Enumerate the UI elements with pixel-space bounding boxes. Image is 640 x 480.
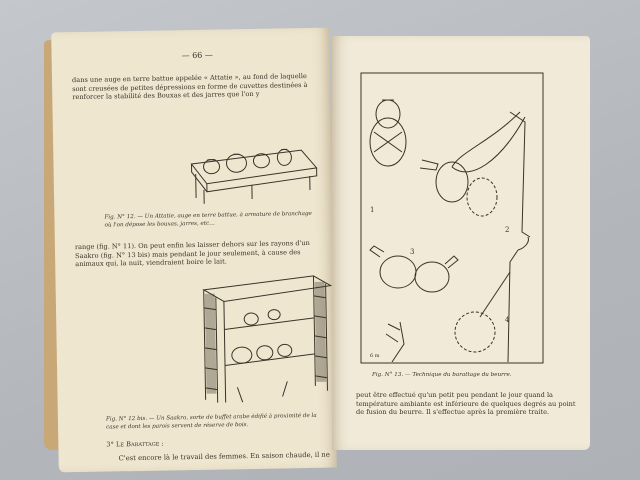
figure-12-caption: Fig. N° 12. — Un Attatie, auge en terre battue, à armature de branchage où l'on dépose les bouxas, jarres, etc… — [104, 210, 312, 229]
figure-12bis-saakro-drawing — [195, 266, 337, 408]
fig-label-3: 3 — [410, 248, 415, 256]
paragraph-barattage-continued: peut être effectué qu'un petit peu pendant le jour quand la température ambiante est inférieure de quelques degrés au point de fusion du beurre. Il s'effectue après la première traite. — [356, 391, 576, 417]
figure-12-attatie-drawing — [181, 132, 322, 206]
fig-label-4: 4 — [505, 316, 510, 324]
fig-label-1: 1 — [370, 206, 375, 214]
fig-label-2: 2 — [505, 226, 510, 234]
paragraph-barattage-start: C'est encore là le travail des femmes. En saison chaude, il ne — [118, 450, 330, 463]
section-heading-barattage: 3° Le Barattage : — [106, 439, 164, 449]
left-page — [51, 28, 337, 473]
paragraph-saakro: range (fig. N° 11). On peut enfin les laisser dehors sur les rayons d'un Saakro (fig. N° 13 bis) mais pendant le jour seulement, à cause des animaux qui, la nuit, viendraient boire le lait. — [74, 238, 310, 269]
figure-13-caption: Fig. N° 13. — Technique du barattage du beurre. — [372, 372, 512, 378]
paragraph-intro: dans une auge en terre battue appelée « Attatie », au fond de laquelle sont creusées de petites dépressions en forme de cuvettes destinées à renforcer la stabilité des Bouxas et des jarres que l'on y — [71, 72, 308, 102]
figure-13-barattage-drawing — [360, 72, 544, 364]
right-page — [332, 36, 590, 450]
figure-12bis-caption: Fig. N° 12 bis. — Un Saakro, sorte de buffet arabe édifié à proximité de la case et dont les parois servent de réserve de bois. — [105, 412, 317, 431]
page-number: — 66 — — [181, 50, 213, 61]
fig-signature: 6 m — [370, 353, 380, 359]
